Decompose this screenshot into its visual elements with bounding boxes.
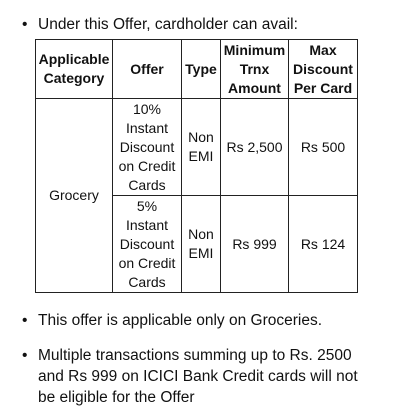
header-max-discount-per-card: Max Discount Per Card	[289, 40, 358, 99]
header-type: Type	[182, 40, 221, 99]
table-header-row	[36, 40, 358, 99]
note-line: be eligible for the Offer	[38, 389, 195, 406]
category-cell: Grocery	[36, 99, 113, 293]
note-text	[38, 345, 358, 408]
min-amount-cell: Rs 999	[221, 196, 289, 293]
header-applicable-category: Applicable Category	[36, 40, 113, 99]
type-cell: Non EMI	[182, 99, 221, 196]
bullet-dot: •	[22, 16, 28, 33]
offer-cell: 10% Instant Discount on Credit Cards	[113, 99, 182, 196]
offer-cell: 5% Instant Discount on Credit Cards	[113, 196, 182, 293]
type-cell: Non EMI	[182, 196, 221, 293]
header-minimum-trnx-amount: Minimum Trnx Amount	[221, 40, 289, 99]
table-row	[36, 99, 358, 196]
bullet-dot: •	[22, 347, 28, 364]
offer-table	[35, 39, 358, 293]
header-offer: Offer	[113, 40, 182, 99]
note-line: and Rs 999 on ICICI Bank Credit cards will not	[38, 368, 358, 385]
intro-text: Under this Offer, cardholder can avail:	[38, 16, 298, 33]
min-amount-cell: Rs 2,500	[221, 99, 289, 196]
note-line: Multiple transactions summing up to Rs. 2500	[38, 347, 352, 364]
bullet-dot: •	[22, 312, 28, 329]
max-discount-cell: Rs 124	[289, 196, 358, 293]
note-text: This offer is applicable only on Groceries.	[38, 312, 323, 329]
max-discount-cell: Rs 500	[289, 99, 358, 196]
